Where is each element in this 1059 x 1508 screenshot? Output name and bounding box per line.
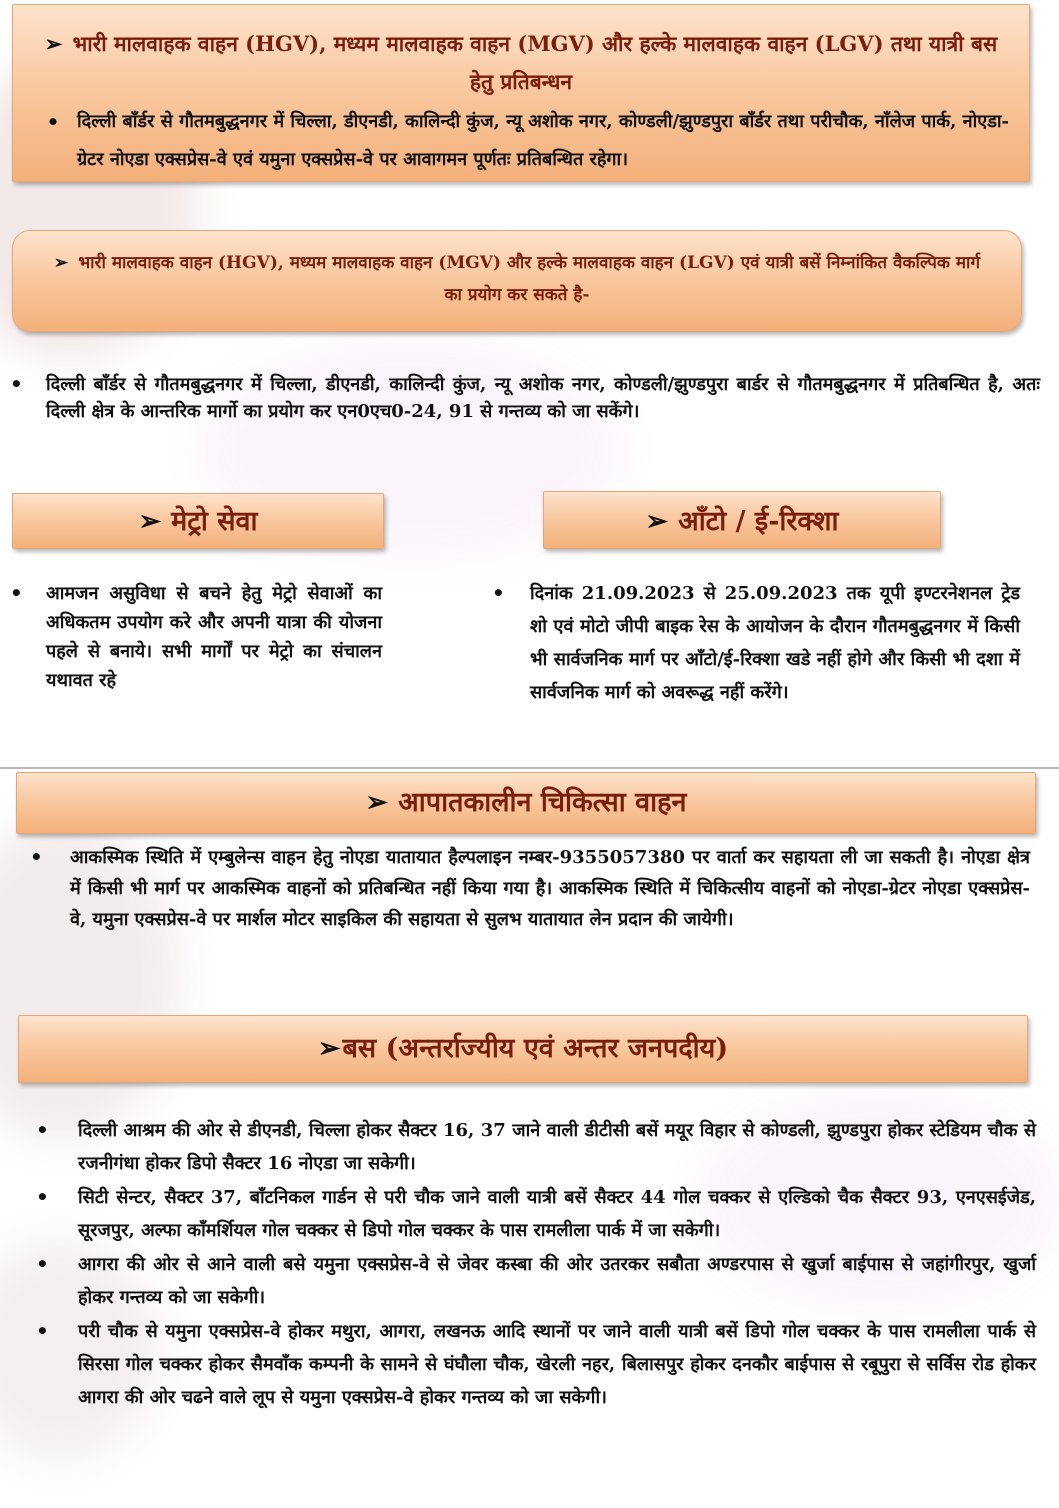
auto-text: दिनांक 21.09.2023 से 25.09.2023 तक यूपी इण्टरनेशनल ट्रेड शो एवं मोटो जीपी बाइक रेस के आयोजन के दौरान गौतमबुद्धनगर में किसी भी सार्वजनिक मार्ग पर आँटो/ई-रिक्शा खडे नहीं होगे और किसी भी दशा में सार्वजनिक मार्ग को अवरूद्ध नहीं करेंगे।: [530, 583, 1020, 703]
bus-route-list: [30, 1114, 1036, 1415]
bullet-icon: •: [46, 110, 60, 134]
metro-title: मेट्रो सेवा: [171, 506, 258, 537]
alternate-route-heading: [13, 231, 1021, 311]
bus-route-text: सिटी सेन्टर, सैक्टर 37, बाँटनिकल गार्डन से परी चौक जाने वाली यात्री बसें सैक्टर 44 गोल चक्कर से एल्डिको चैक सैक्टर 93, एनएसईजेड, सूरजपुर, अल्फा काँमर्शियल गोल चक्कर से डिपो गोल चक्कर के पास रामलीला पार्क में जा सकेगी।: [78, 1187, 1036, 1241]
arrow-right-icon: ➢: [53, 253, 69, 273]
metro-text: आमजन असुविधा से बचने हेतु मेट्रो सेवाओं का अधिकतम उपयोग करे और अपनी यात्रा की योजना पहले से बनाये। सभी मार्गों पर मेट्रो का संचालन यथावत रहे: [46, 583, 382, 691]
bullet-icon: •: [36, 1252, 49, 1276]
restriction-heading: [13, 5, 1029, 101]
metro-paragraph: [10, 579, 382, 695]
arrow-right-icon: ➢: [365, 787, 389, 818]
metro-section-header: [12, 493, 384, 549]
auto-paragraph: [492, 577, 1020, 709]
emergency-section-header: [16, 772, 1036, 834]
restriction-bullet: [13, 101, 1029, 179]
bus-route-text: दिल्ली आश्रम की ओर से डीएनडी, चिल्ला होकर सैक्टर 16, 37 जाने वाली डीटीसी बसें मयूर विहार से कोण्डली, झुण्डपुरा होकर स्टेडियम चौक से रजनीगंधा होकर डिपो सैक्टर 16 नोएडा जा सकेगी।: [78, 1120, 1036, 1174]
emergency-paragraph: [30, 842, 1030, 935]
bus-title: बस (अन्तर्राज्यीय एवं अन्तर जनपदीय): [342, 1033, 729, 1064]
restriction-banner: [12, 4, 1030, 182]
delhi-border-paragraph: [10, 371, 1040, 425]
bullet-icon: •: [30, 845, 43, 869]
emergency-text: आकस्मिक स्थिति में एम्बुलेन्स वाहन हेतु नोएडा यातायात हैल्पलाइन नम्बर-9355057380 पर वार्ता कर सहायता ली जा सकती है। नोएडा क्षेत्र में किसी भी मार्ग पर आकस्मिक वाहनों को प्रतिबन्धित नहीं किया गया है। आकस्मिक स्थिति में चिकित्सीय वाहनों को नोएडा-ग्रेटर नोएडा एक्सप्रेस-वे, यमुना एक्सप्रेस-वे पर मार्शल मोटर साइकिल की सहायता से सुलभ यातायात लेन प्रदान की जायेगी।: [70, 847, 1030, 930]
auto-section-header: [543, 491, 941, 549]
section-divider: [0, 767, 1059, 769]
restriction-bullet-text: दिल्ली बाँर्डर से गौतमबुद्धनगर में चिल्ला, डीएनडी, कालिन्दी कुंज, न्यू अशोक नगर, कोण्डली/झुण्डपुरा बाँर्डर तथा परीचौक, नाँलेज पार्क, नोएडा-ग्रेटर नोएडा एक्सप्रेस-वे एवं यमुना एक्सप्रेस-वे पर आवागमन पूर्णतः प्रतिबन्धित रहेगा।: [77, 111, 1010, 170]
arrow-right-icon: ➢: [645, 506, 669, 537]
alternate-route-banner: [12, 230, 1022, 332]
emergency-title: आपातकालीन चिकित्सा वाहन: [398, 787, 687, 818]
bus-route-text: परी चौक से यमुना एक्सप्रेस-वे होकर मथुरा, आगरा, लखनऊ आदि स्थानों पर जाने वाली यात्री बसें डिपो गोल चक्कर के पास रामलीला पार्क से सिरसा गोल चक्कर होकर सैमवाँक कम्पनी के सामने से घंघौला चौक, खेरली नहर, बिलासपुर होकर दनकौर बाईपास से रबूपुरा से सर्विस रोड होकर आगरा की ओर चढने वाले लूप से यमुना एक्सप्रेस-वे होकर गन्तव्य को जा सकेगी।: [78, 1321, 1036, 1408]
alternate-route-heading-text: भारी मालवाहक वाहन (HGV), मध्यम मालवाहक वाहन (MGV) और हल्के मालवाहक वाहन (LGV) एवं यात्री बसें निम्नांकित वैकल्पिक मार्ग का प्रयोग कर सकते है-: [78, 253, 981, 305]
arrow-right-icon: ➢: [44, 31, 63, 56]
bullet-icon: •: [10, 581, 23, 605]
list-item: [30, 1181, 1036, 1247]
list-item: [30, 1315, 1036, 1414]
bus-route-text: आगरा की ओर से आने वाली बसे यमुना एक्सप्रेस-वे से जेवर कस्बा की ओर उतरकर सबौता अण्डरपास से खुर्जा बाईपास से जहांगीरपुर, खुर्जा होकर गन्तव्य को जा सकेगी।: [78, 1254, 1036, 1308]
bullet-icon: •: [36, 1185, 49, 1209]
arrow-right-icon: ➢: [317, 1033, 341, 1064]
arrow-right-icon: ➢: [138, 506, 162, 537]
delhi-border-text: दिल्ली बाँर्डर से गौतमबुद्धनगर में चिल्ला, डीएनडी, कालिन्दी कुंज, न्यू अशोक नगर, कोण्डली/झुण्डपुरा बार्डर से गौतमबुद्धनगर में प्रतिबन्धित है, अतः दिल्ली क्षेत्र के आन्तरिक मार्गो का प्रयोग कर एन0एच0-24, 91 से गन्तव्य को जा सकेंगे।: [46, 374, 1040, 422]
list-item: [30, 1114, 1036, 1180]
bus-section-header: [18, 1015, 1028, 1083]
bullet-icon: •: [36, 1319, 49, 1343]
list-item: [30, 1248, 1036, 1314]
bullet-icon: •: [36, 1118, 49, 1142]
auto-title: आँटो / ई-रिक्शा: [678, 506, 839, 537]
bullet-icon: •: [10, 372, 23, 396]
restriction-heading-text: भारी मालवाहक वाहन (HGV), मध्यम मालवाहक वाहन (MGV) और हल्के मालवाहक वाहन (LGV) तथा यात्री बस हेतु प्रतिबन्धन: [72, 31, 998, 94]
bullet-icon: •: [492, 581, 505, 605]
